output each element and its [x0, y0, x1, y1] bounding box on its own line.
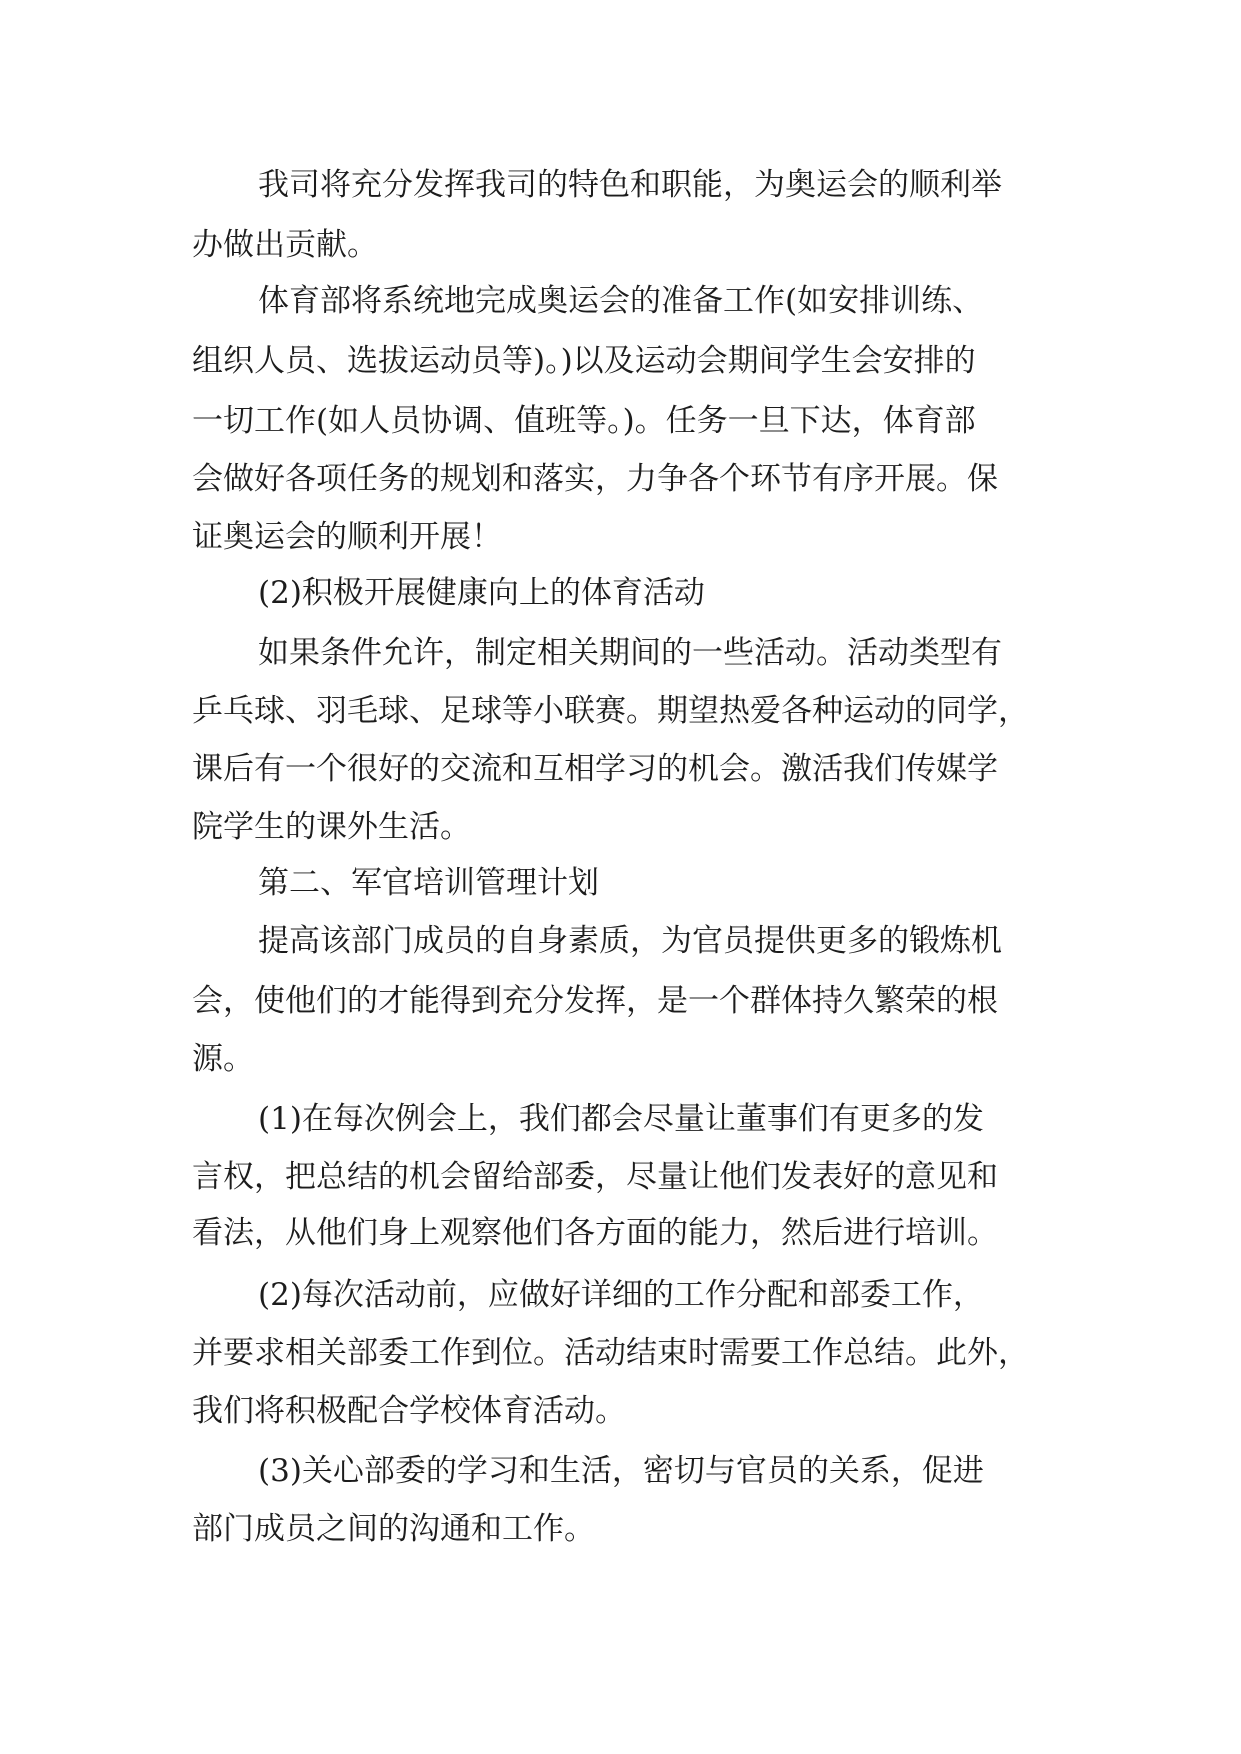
text-line: 会做好各项任务的规划和落实，力争各个环节有序开展。保 — [192, 461, 998, 497]
text-line: (3)关心部委的学习和生活，密切与官员的关系，促进 — [258, 1453, 984, 1489]
text-line: 源。 — [192, 1041, 254, 1077]
text-line: 院学生的课外生活。 — [192, 809, 471, 845]
text-line: (2)积极开展健康向上的体育活动 — [258, 575, 705, 611]
text-line: (2)每次活动前，应做好详细的工作分配和部委工作， — [258, 1277, 984, 1313]
text-line: 课后有一个很好的交流和互相学习的机会。激活我们传媒学 — [192, 751, 998, 787]
text-line: 体育部将系统地完成奥运会的准备工作(如安排训练、 — [258, 283, 984, 319]
text-line: 第二、军官培训管理计划 — [258, 865, 599, 901]
text-line: 并要求相关部委工作到位。活动结束时需要工作总结。此外， — [192, 1335, 1029, 1371]
text-line: 一切工作(如人员协调、值班等。)。任务一旦下达，体育部 — [192, 403, 976, 439]
text-line: 我们将积极配合学校体育活动。 — [192, 1393, 626, 1429]
text-line: 会，使他们的才能得到充分发挥，是一个群体持久繁荣的根 — [192, 983, 998, 1019]
text-line: 如果条件允许，制定相关期间的一些活动。活动类型有 — [258, 635, 1002, 671]
text-line: 乒乓球、羽毛球、足球等小联赛。期望热爱各种运动的同学， — [192, 693, 1029, 729]
text-line: 我司将充分发挥我司的特色和职能，为奥运会的顺利举 — [258, 167, 1002, 203]
text-line: 部门成员之间的沟通和工作。 — [192, 1511, 595, 1547]
text-line: 言权，把总结的机会留给部委，尽量让他们发表好的意见和 — [192, 1159, 998, 1195]
text-line: 提高该部门成员的自身素质，为官员提供更多的锻炼机 — [258, 923, 1002, 959]
text-line: 组织人员、选拔运动员等)。)以及运动会期间学生会安排的 — [192, 343, 976, 379]
text-line: 看法，从他们身上观察他们各方面的能力，然后进行培训。 — [192, 1215, 998, 1251]
text-line: 办做出贡献。 — [192, 227, 378, 263]
text-line: 证奥运会的顺利开展！ — [192, 519, 502, 555]
text-line: (1)在每次例会上，我们都会尽量让董事们有更多的发 — [258, 1101, 984, 1137]
